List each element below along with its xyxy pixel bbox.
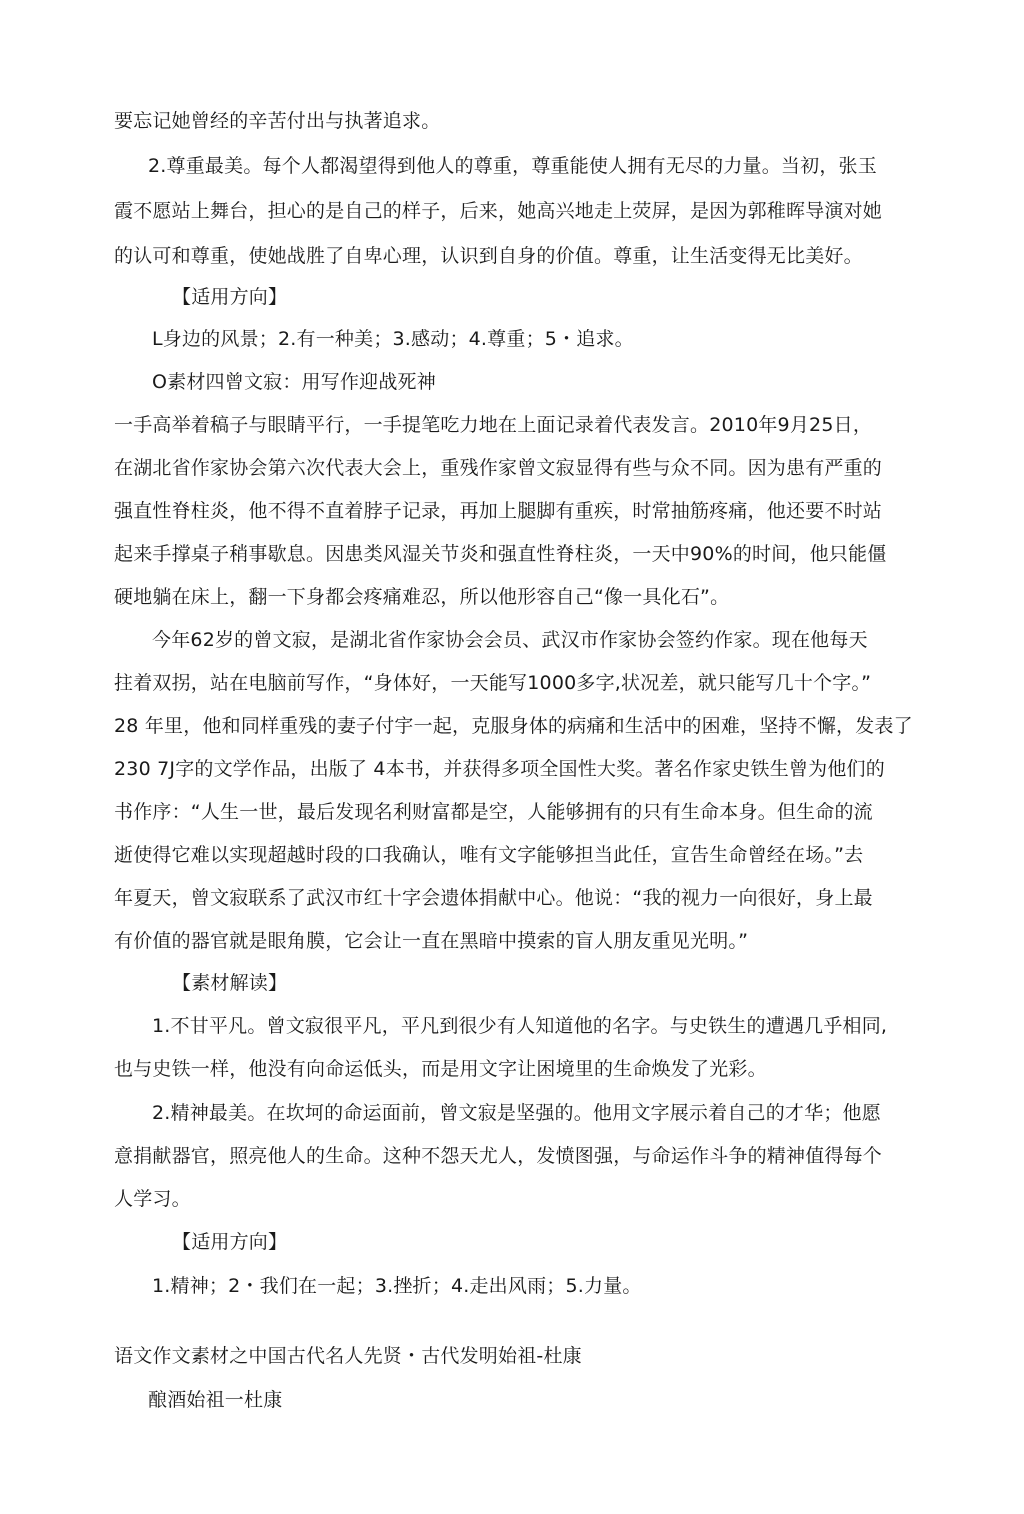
paragraph-line: 也与史铁一样，他没有向命运低头，而是用文字让困境里的生命焕发了光彩。 [114,1058,767,1080]
paragraph-line: 意捐献器官，照亮他人的生命。这种不怨天尤人，发愤图强，与命运作斗争的精神值得每个 [114,1145,883,1167]
paragraph-line: 一手高举着稿子与眼睛平行，一手提笔吃力地在上面记录着代表发言。2010年9月25日， [114,414,873,436]
paragraph-line: 人学习。 [114,1188,191,1210]
paragraph-line: 2.精神最美。在坎坷的命运面前，曾文寂是坚强的。他用文字展示着自己的才华；他愿 [152,1102,881,1124]
paragraph-line: 1.精神；2・我们在一起；3.挫折；4.走出风雨；5.力量。 [152,1275,642,1297]
article-title: 语文作文素材之中国古代名人先贤・古代发明始祖-杜康 [114,1345,582,1367]
paragraph-line: 书作序：“人生一世，最后发现名利财富都是空，人能够拥有的只有生命本身。但生命的流 [114,801,873,823]
paragraph-line: 要忘记她曾经的辛苦付出与执著追求。 [114,110,441,132]
paragraph-line: 年夏天，曾文寂联系了武汉市红十字会遗体捐献中心。他说：“我的视力一向很好，身上最 [114,887,873,909]
article-subtitle: 酿酒始祖一杜康 [148,1389,283,1411]
paragraph-line: 拄着双拐，站在电脑前写作，“身体好，一天能写1000多字,状况差，就只能写几十个字。” [114,672,872,694]
paragraph-line: 230 7J字的文学作品，出版了 4本书，并获得多项全国性大奖。著名作家史铁生曾为他们的 [114,758,885,780]
paragraph-line: 强直性脊柱炎，他不得不直着脖子记录，再加上腿脚有重疾，时常抽筋疼痛，他还要不时站 [114,500,883,522]
paragraph-line: 逝使得它难以实现超越时段的口我确认，唯有文字能够担当此任，宣告生命曾经在场。”去 [114,844,864,866]
paragraph-line: 的认可和尊重，使她战胜了自卑心理，认识到自身的价值。尊重，让生活变得无比美好。 [114,245,863,267]
section-heading: 【素材解读】 [172,972,288,994]
paragraph-line: 硬地躺在床上，翻一下身都会疼痛难忍，所以他形容自己“像一具化石”。 [114,586,730,608]
section-heading: 【适用方向】 [172,1231,288,1253]
section-heading: 【适用方向】 [172,286,288,308]
material-title: O素材四曾文寂：用写作迎战死神 [152,371,436,393]
paragraph-line: 2.尊重最美。每个人都渴望得到他人的尊重，尊重能使人拥有无尽的力量。当初，张玉 [148,155,877,177]
paragraph-line: 霞不愿站上舞台，担心的是自己的样子，后来，她高兴地走上荧屏，是因为郭稚晖导演对她 [114,200,883,222]
paragraph-line: 在湖北省作家协会第六次代表大会上，重残作家曾文寂显得有些与众不同。因为患有严重的 [114,457,883,479]
paragraph-line: 1.不甘平凡。曾文寂很平凡，平凡到很少有人知道他的名字。与史铁生的遭遇几乎相同, [152,1015,888,1037]
paragraph-line: 今年62岁的曾文寂，是湖北省作家协会会员、武汉市作家协会签约作家。现在他每天 [152,629,868,651]
paragraph-line: 28 年里，他和同样重残的妻子付宇一起，克服身体的病痛和生活中的困难，坚持不懈，发表了 [114,715,913,737]
paragraph-line: L身边的风景；2.有一种美；3.感动；4.尊重；5・追求。 [152,328,634,350]
paragraph-line: 有价值的器官就是眼角膜，它会让一直在黑暗中摸索的盲人朋友重见光明。” [114,930,749,952]
paragraph-line: 起来手撑桌子稍事歇息。因患类风湿关节炎和强直性脊柱炎，一天中90%的时间，他只能僵 [114,543,887,565]
